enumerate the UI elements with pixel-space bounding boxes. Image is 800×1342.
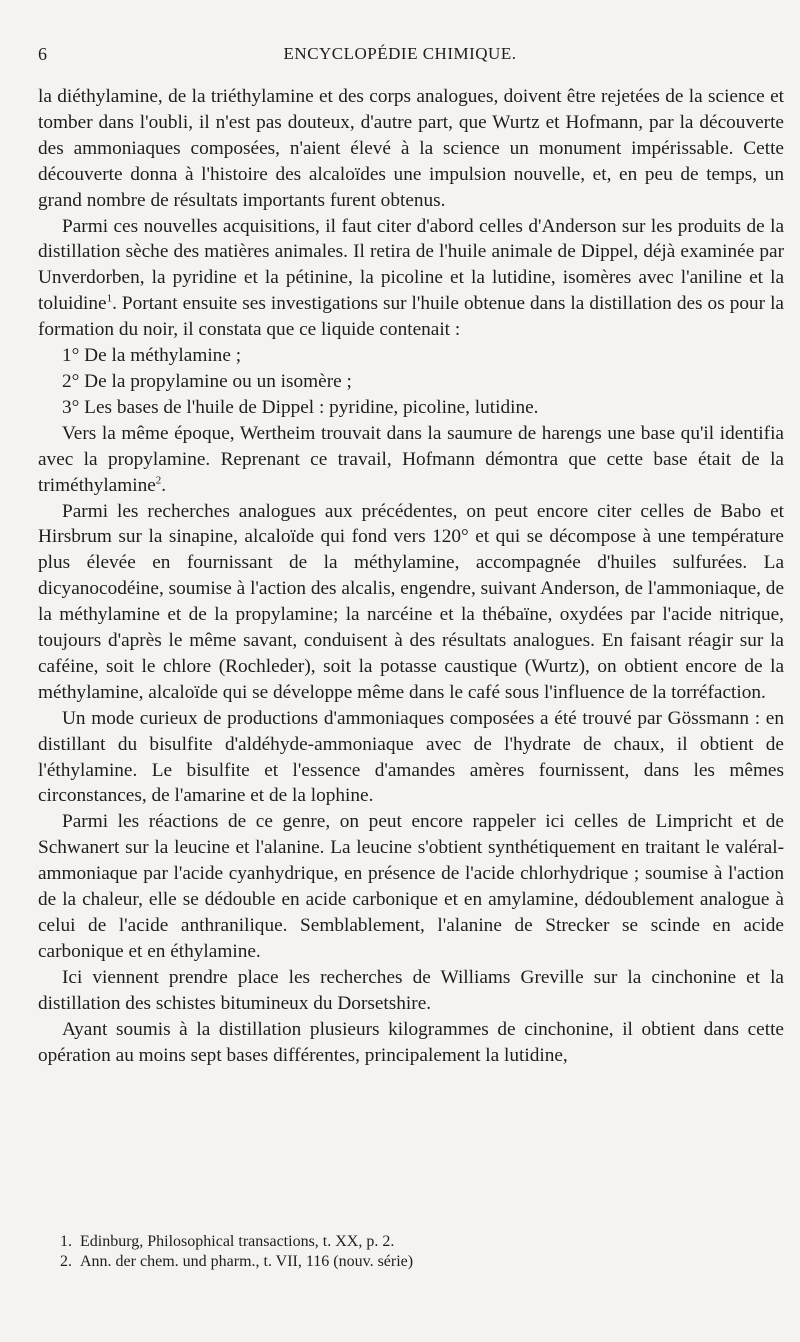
text-run: Parmi les réactions de ce genre, on peut encore rappeler ici celles de Limpricht et de Schwanert sur la leucine et l'alanine. La leucine s'obtient synthétiquement en traitant le valéral-ammoniaque par l'acide cyanhydrique, en présence de l'acide chlorhydrique ; soumise à l'action de la chaleur, elle se dédouble en acide carbonique et en amylamine, dédoublement analogue à celui de l'acide anthranilique. Semblablement, l'alanine de Strecker se scinde en acide carbonique et en éthylamine. [38, 811, 784, 962]
footnote-text: Edinburg, Philosophical transactions, t. XX, p. 2. [80, 1233, 395, 1250]
running-title: ENCYCLOPÉDIE CHIMIQUE. [283, 44, 517, 63]
paragraph [38, 706, 784, 810]
footnote [60, 1232, 760, 1252]
footnote-number: 2. [60, 1253, 72, 1270]
footnote-ref: 1 [106, 292, 113, 305]
footnotes [60, 1232, 760, 1272]
paragraph [38, 421, 784, 499]
paragraph [38, 499, 784, 706]
text-run: Un mode curieux de productions d'ammoniaques composées a été trouvé par Gössmann : en distillant du bisulfite d'aldéhyde-ammoniaque avec de l'hydrate de chaux, il obtient de l'éthylamine. Le bisulfite et l'essence d'amandes amères fournissent, dans les mêmes circonstances, de l'amarine et de la lophine. [38, 707, 784, 807]
text-run: . [161, 474, 167, 496]
list-item [38, 343, 784, 369]
list-item [38, 395, 784, 421]
page-number: 6 [38, 44, 47, 64]
paragraph [38, 214, 784, 344]
text-run: Parmi les recherches analogues aux précédentes, on peut encore citer celles de Babo et Hirsbrum sur la sinapine, alcaloïde qui fond vers 120° et qui se décompose à une température plus élevée en fournissant de la méthylamine, accompagnée d'huiles sulfurées. La dicyanocodéine, soumise à l'action des alcalis, engendre, suivant Anderson, de l'ammoniaque, de la méthylamine et de la propylamine; la narcéine et la thébaïne, oxydées par l'acide nitrique, toujours d'après le même savant, conduisent à des résultats analogues. En faisant réagir sur la caféine, soit le chlore (Rochleder), soit la potasse caustique (Wurtz), on obtient encore de la méthylamine, alcaloïde qui se développe même dans le café sous l'influence de la torréfaction. [38, 500, 784, 703]
text-run: la diéthylamine, de la triéthylamine et des corps analogues, doivent être rejetées de la science et tomber dans l'oubli, il n'est pas douteux, d'autre part, que Wurtz et Hofmann, par la découverte des ammoniaques composées, n'aient élevé à la science un monument impérissable. Cette découverte donna à l'histoire des alcaloïdes une impulsion nouvelle, et, en peu de temps, un grand nombre de résultats importants furent obtenus. [38, 86, 784, 211]
text-run: Parmi ces nouvelles acquisitions, il faut citer d'abord celles d'Anderson sur les produits de la distillation sèche des matières animales. Il retira de l'huile animale de Dippel, déjà examinée par Unverdorben, la pyridine et la pétinine, la picoline et la lutidine, isomères avec l'aniline et la toluidine [38, 215, 784, 315]
paragraph [38, 965, 784, 1017]
text-run: Ayant soumis à la distillation plusieurs kilogrammes de cinchonine, il obtient dans cette opération au moins sept bases différentes, principalement la lutidine, [38, 1018, 784, 1066]
footnote-text: Ann. der chem. und pharm., t. VII, 116 (nouv. série) [80, 1253, 414, 1270]
footnote [60, 1252, 760, 1272]
paragraph [38, 809, 784, 964]
body-text [38, 84, 784, 1068]
text-run: 2° De la propylamine ou un isomère ; [62, 370, 352, 392]
text-run: Vers la même époque, Wertheim trouvait dans la saumure de harengs une base qu'il identifia avec la propylamine. Reprenant ce travail, Hofmann démontra que cette base était de la triméthylamine [38, 422, 784, 496]
footnote-number: 1. [60, 1233, 72, 1250]
text-run: . Portant ensuite ses investigations sur l'huile obtenue dans la distillation des os pour la formation du noir, il constata que ce liquide contenait : [38, 293, 784, 341]
list-item [38, 369, 784, 395]
paragraph [38, 84, 784, 214]
text-run: Ici viennent prendre place les recherches de Williams Greville sur la cinchonine et la distillation des schistes bitumineux du Dorsetshire. [38, 966, 784, 1014]
text-run: 3° Les bases de l'huile de Dippel : pyridine, picoline, lutidine. [62, 396, 539, 418]
paragraph [38, 1017, 784, 1069]
footnote-ref: 2 [155, 474, 162, 487]
page-header [38, 44, 762, 70]
text-run: 1° De la méthylamine ; [62, 345, 242, 367]
